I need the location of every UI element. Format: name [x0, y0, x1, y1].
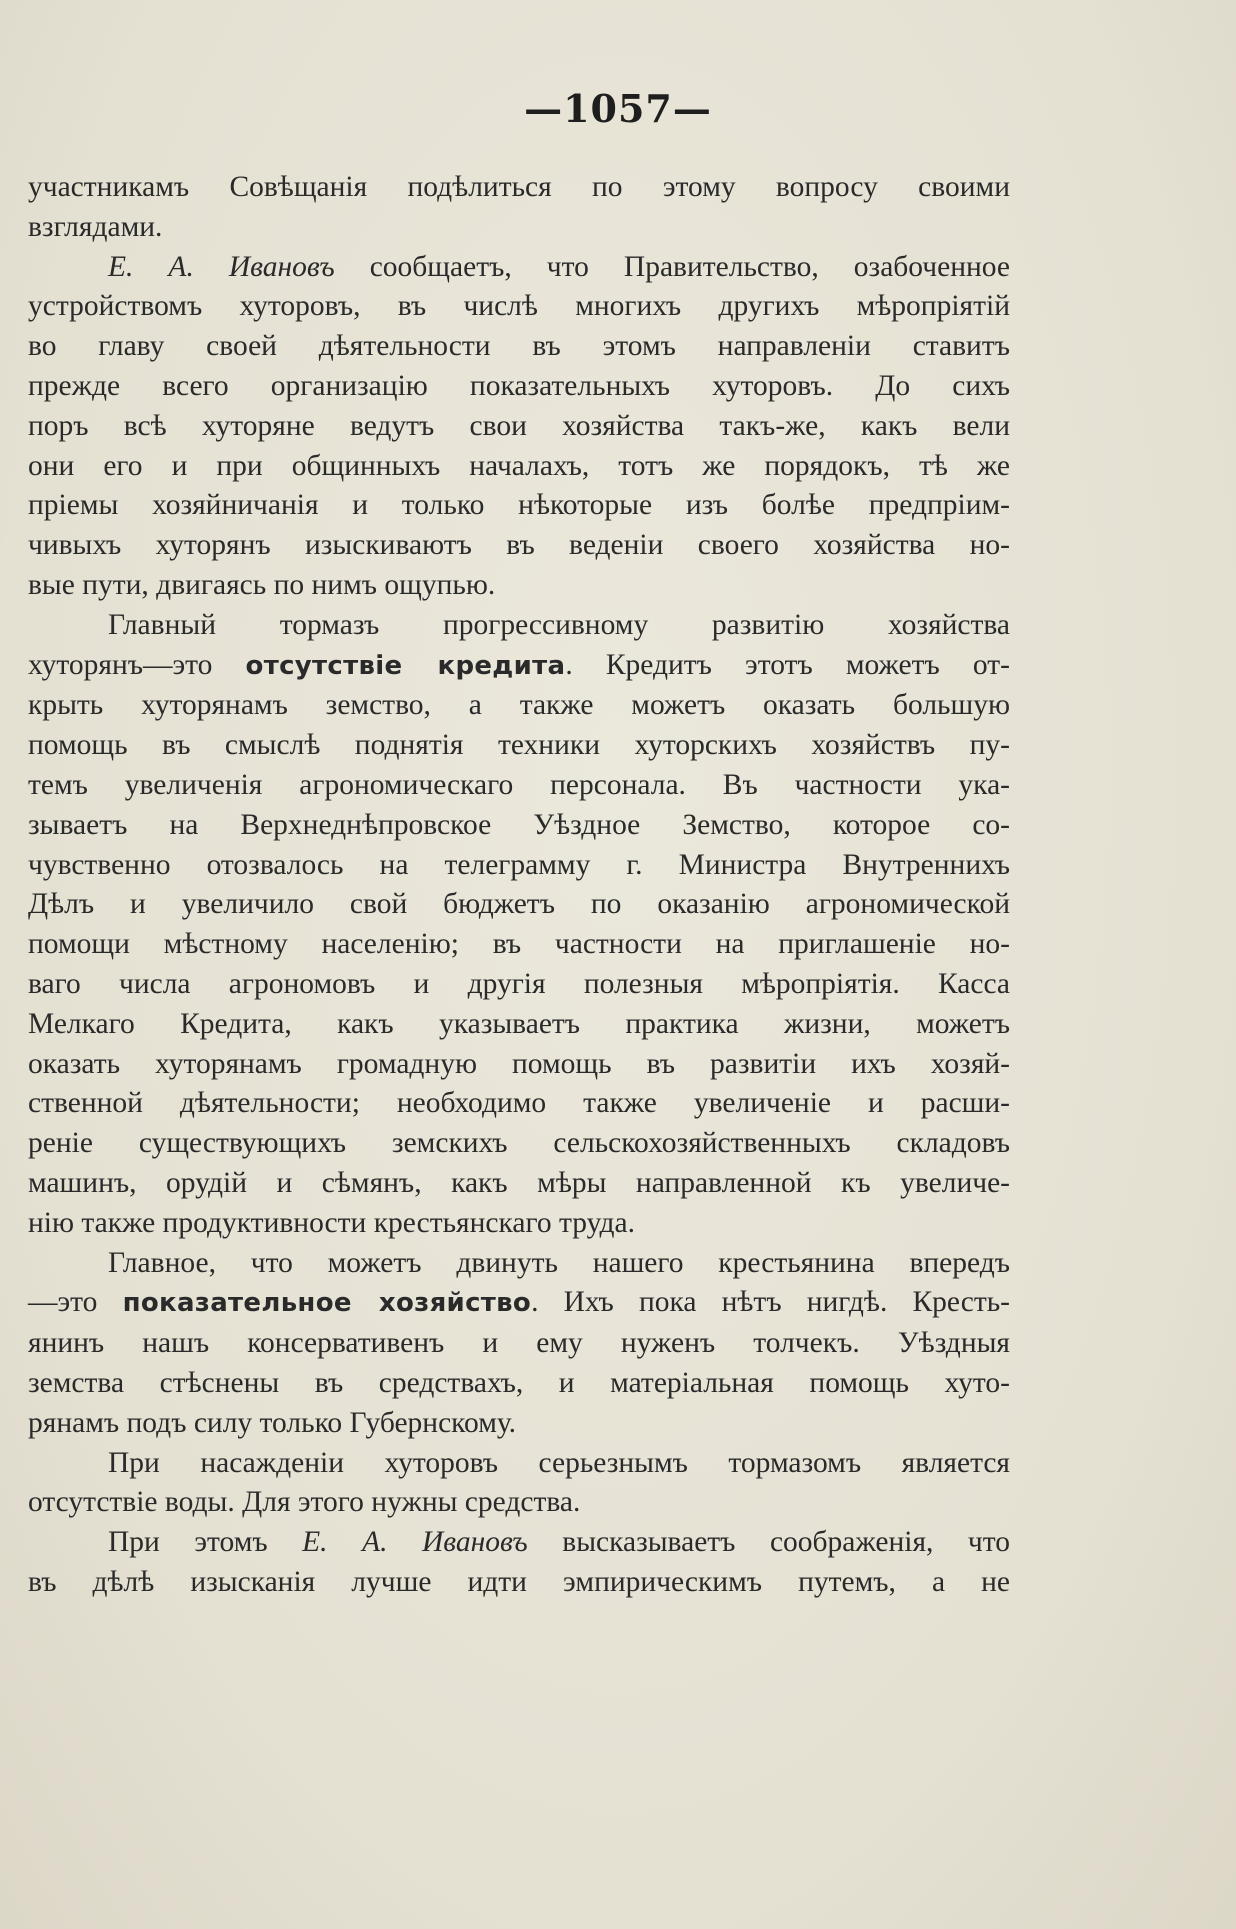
text-segment: рянамъ подъ силу только Губернскому.	[28, 1406, 517, 1439]
text-line	[28, 327, 1010, 367]
text-segment: вые пути, двигаясь по нимъ ощупью.	[28, 568, 496, 601]
text-line	[28, 526, 1010, 566]
body-text	[28, 168, 1010, 1603]
text-segment: они его и при общинныхъ началахъ, тотъ же порядокъ, тѣ же	[28, 449, 1010, 482]
person-name: Е. А. Ивановъ	[108, 250, 335, 283]
text-segment: хуторянъ—это	[28, 648, 246, 681]
paragraph	[28, 1244, 1010, 1444]
text-line	[28, 1523, 1010, 1563]
text-line	[28, 1444, 1010, 1484]
text-segment: . Ихъ пока нѣтъ нигдѣ. Кресть-	[531, 1286, 1010, 1319]
text-line	[28, 925, 1010, 965]
text-line	[28, 208, 1010, 248]
text-segment: прежде всего организацію показательныхъ хуторовъ. До сихъ	[28, 369, 1010, 402]
paragraph	[28, 248, 1010, 606]
text-line	[28, 846, 1010, 886]
text-segment: земства стѣснены въ средствахъ, и матеріальная помощь хуто-	[28, 1366, 1010, 1399]
text-segment: поръ всѣ хуторяне ведутъ свои хозяйства такъ-же, какъ вели	[28, 409, 1010, 442]
text-line	[28, 646, 1010, 687]
text-segment: ваго числа агрономовъ и другія полезныя мѣропріятія. Касса	[28, 967, 1010, 1000]
text-line	[28, 248, 1010, 288]
text-line	[28, 1084, 1010, 1124]
text-line	[28, 1124, 1010, 1164]
text-segment: нію также продуктивности крестьянскаго труда.	[28, 1206, 635, 1239]
text-line	[28, 885, 1010, 925]
text-line	[28, 1364, 1010, 1404]
text-segment: машинъ, орудій и сѣмянъ, какъ мѣры направленной къ увеличе-	[28, 1166, 1010, 1199]
text-line	[28, 606, 1010, 646]
text-segment: темъ увеличенія агрономическаго персонала. Въ частности ука-	[28, 768, 1010, 801]
text-line	[28, 1164, 1010, 1204]
text-segment: устройствомъ хуторовъ, въ числѣ многихъ другихъ мѣропріятій	[28, 290, 1010, 323]
text-line	[28, 686, 1010, 726]
emphasis-bold: показательное хозяйство	[122, 1288, 532, 1319]
text-line	[28, 486, 1010, 526]
text-line	[28, 168, 1010, 208]
paragraph	[28, 1444, 1010, 1524]
text-segment: При этомъ	[108, 1526, 303, 1559]
text-line	[28, 1244, 1010, 1284]
text-segment: ственной дѣятельности; необходимо также увеличеніе и расши-	[28, 1087, 1010, 1120]
text-line	[28, 1204, 1010, 1244]
text-segment: пріемы хозяйничанія и только нѣкоторые изъ болѣе предпріим-	[28, 489, 1010, 522]
text-line	[28, 1483, 1010, 1523]
text-segment: взглядами.	[28, 210, 163, 243]
text-line	[28, 1404, 1010, 1444]
text-segment: помощи мѣстному населенію; въ частности на приглашеніе но-	[28, 928, 1010, 961]
text-line	[28, 1045, 1010, 1085]
text-segment: Главное, что можетъ двинуть нашего крестьянина впередъ	[108, 1246, 1010, 1279]
text-line	[28, 726, 1010, 766]
text-line	[28, 566, 1010, 606]
text-line	[28, 766, 1010, 806]
paragraph	[28, 168, 1010, 248]
text-line	[28, 1324, 1010, 1364]
text-segment: зываетъ на Верхнеднѣпровское Уѣздное Земство, которое со-	[28, 808, 1010, 841]
text-line	[28, 1563, 1010, 1603]
text-segment: помощь въ смыслѣ поднятія техники хуторскихъ хозяйствъ пу-	[28, 729, 1010, 762]
text-segment: реніе существующихъ земскихъ сельскохозяйственныхъ складовъ	[28, 1127, 1010, 1160]
text-segment: крыть хуторянамъ земство, а также можетъ оказать большую	[28, 689, 1010, 722]
text-line	[28, 806, 1010, 846]
text-line	[28, 447, 1010, 487]
text-segment: Дѣлъ и увеличило свой бюджетъ по оказанію агрономической	[28, 888, 1010, 921]
text-segment: Главный тормазъ прогрессивному развитію хозяйства	[108, 608, 1010, 641]
text-segment: янинъ нашъ консервативенъ и ему нуженъ толчекъ. Уѣздныя	[28, 1327, 1010, 1360]
text-line	[28, 367, 1010, 407]
text-segment: оказать хуторянамъ громадную помощь въ развитіи ихъ хозяй-	[28, 1047, 1010, 1080]
text-segment: чувственно отозвалось на телеграмму г. Министра Внутреннихъ	[28, 848, 1010, 881]
text-segment: При насажденіи хуторовъ серьезнымъ тормазомъ является	[108, 1446, 1010, 1479]
text-segment: участникамъ Совѣщанія подѣлиться по этому вопросу своими	[28, 171, 1010, 203]
text-line	[28, 1005, 1010, 1045]
text-segment: отсутствіе воды. Для этого нужны средства.	[28, 1486, 581, 1519]
text-segment: сообщаетъ, что Правительство, озабоченное	[334, 250, 1011, 283]
text-segment: во главу своей дѣятельности въ этомъ направленіи ставитъ	[28, 330, 1010, 363]
page-number: —1057—	[524, 86, 712, 131]
text-segment: чивыхъ хуторянъ изыскиваютъ въ веденіи своего хозяйства но-	[28, 529, 1010, 562]
text-line	[28, 287, 1010, 327]
text-segment: . Кредитъ этотъ можетъ от-	[565, 648, 1010, 681]
text-line	[28, 965, 1010, 1005]
text-line	[28, 1283, 1010, 1324]
paragraph	[28, 1523, 1010, 1603]
person-name: Е. А. Ивановъ	[302, 1526, 528, 1559]
text-segment: въ дѣлѣ изысканія лучше идти эмпирическимъ путемъ, а не	[28, 1565, 1010, 1598]
text-segment: Мелкаго Кредита, какъ указываетъ практика жизни, можетъ	[28, 1007, 1010, 1040]
emphasis-bold: отсутствіе кредита	[245, 650, 566, 681]
text-segment: —это	[28, 1286, 123, 1319]
text-segment: высказываетъ соображенія, что	[527, 1526, 1011, 1559]
paragraph	[28, 606, 1010, 1244]
text-line	[28, 407, 1010, 447]
